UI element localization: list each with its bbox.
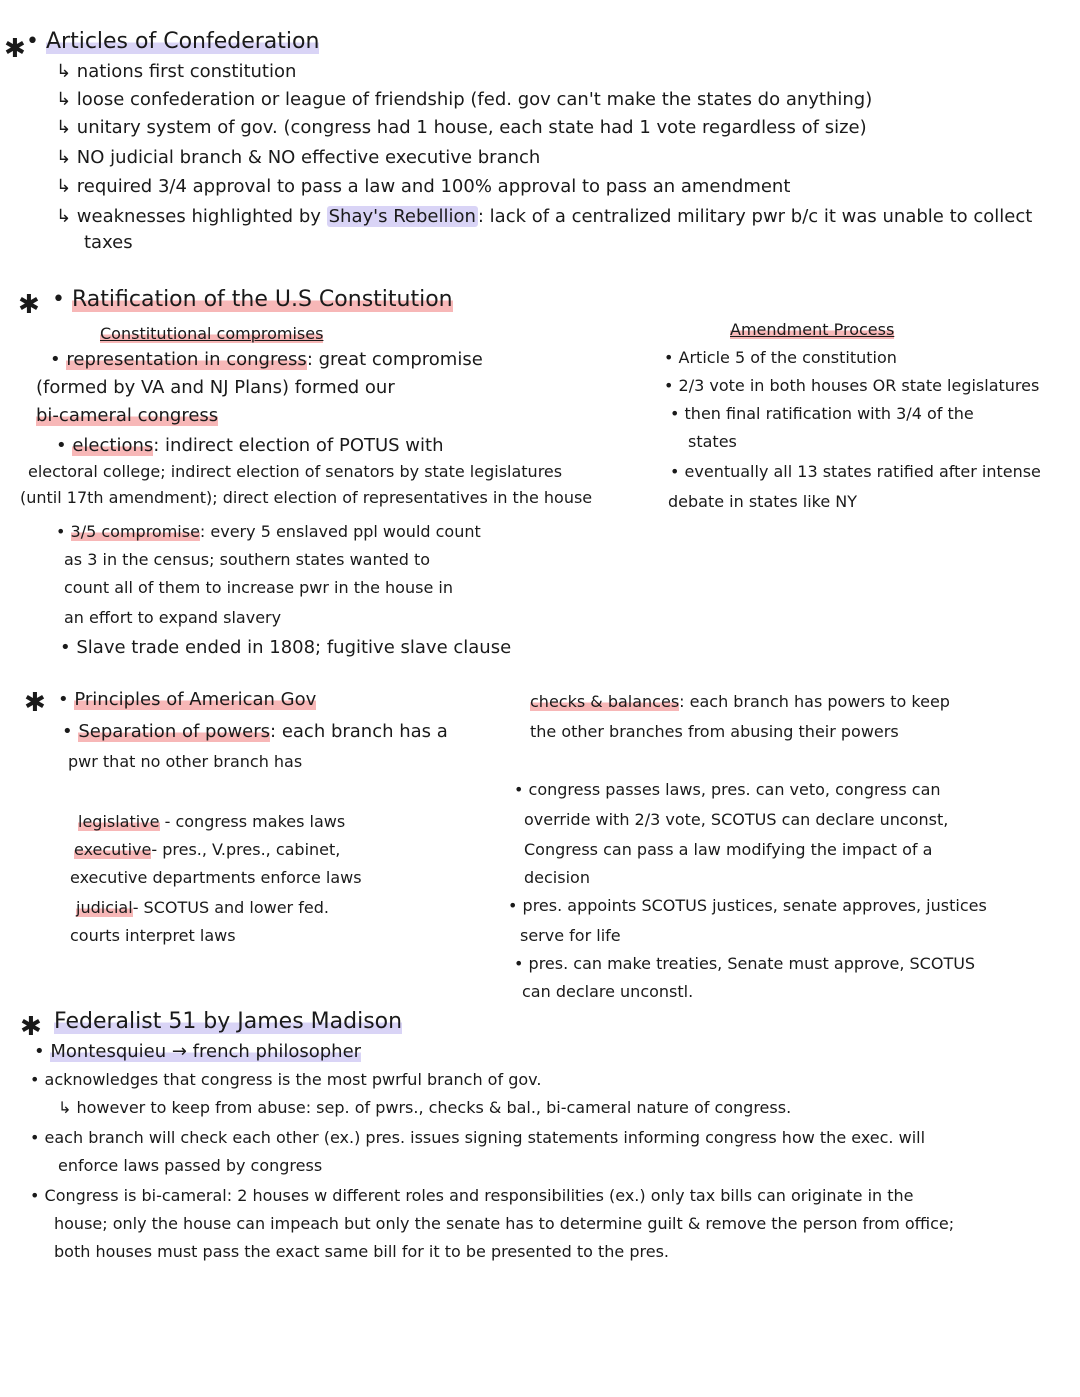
judicial-line-2: courts interpret laws	[70, 926, 236, 945]
judicial-line: judicial- SCOTUS and lower fed.	[76, 898, 329, 917]
checks-b2-2: serve for life	[520, 926, 621, 945]
checks-b3-2: can declare unconstl.	[522, 982, 694, 1001]
acknowledges-line: • acknowledges that congress is the most pwrful branch of gov.	[30, 1070, 542, 1089]
amendment-title: Amendment Process	[730, 320, 895, 339]
star-icon: ✱	[4, 34, 26, 64]
checks-b1-3: Congress can pass a law modifying the impact of a	[524, 840, 933, 859]
slave-trade-line: • Slave trade ended in 1808; fugitive slave clause	[60, 637, 512, 658]
articles-line-2: ↳ loose confederation or league of friendship (fed. gov can't make the states do anything)	[56, 89, 873, 110]
amendment-item-4: • eventually all 13 states ratified after intense	[670, 462, 1041, 481]
shays-rebellion: Shay's Rebellion	[328, 206, 476, 227]
three-fifths-line: • 3/5 compromise: every 5 enslaved ppl would count	[56, 522, 481, 541]
articles-line-5: ↳ required 3/4 approval to pass a law and 100% approval to pass an amendment	[56, 176, 791, 197]
however-line: ↳ however to keep from abuse: sep. of pwrs., checks & bal., bi-cameral nature of congress.	[58, 1098, 792, 1117]
congress-line-2: house; only the house can impeach but only the senate has to determine guilt & remove the person from office;	[54, 1214, 955, 1233]
congress-line: • Congress is bi-cameral: 2 houses w different roles and responsibilities (ex.) only tax bills can originate in the	[30, 1186, 914, 1205]
articles-line-1: ↳ nations first constitution	[56, 61, 297, 82]
checks-b1-4: decision	[524, 868, 590, 887]
rep-line-3: bi-cameral congress	[36, 405, 219, 426]
checks-title: checks & balances	[530, 692, 680, 711]
articles-heading: • Articles of Confederation	[26, 29, 320, 54]
elections-line: • elections: indirect election of POTUS with	[56, 435, 444, 456]
articles-line-6: ↳ weaknesses highlighted by Shay's Rebellion : lack of a centralized military pwr b/c it was unable to collect	[56, 206, 1033, 227]
amendment-item-3: • then final ratification with 3/4 of the	[670, 404, 974, 423]
elections-line-2: electoral college; indirect election of senators by state legislatures	[28, 462, 563, 481]
amendment-item-4-cont: debate in states like NY	[668, 492, 858, 511]
rep-line: • representation in congress: great compromise	[50, 349, 483, 370]
checks-b3-1: • pres. can make treaties, Senate must approve, SCOTUS	[514, 954, 976, 973]
compromises-subtitle: Constitutional compromises	[100, 324, 324, 343]
principles-heading: • Principles of American Gov	[58, 689, 317, 710]
separation-line-2: pwr that no other branch has	[68, 752, 303, 771]
star-icon: ✱	[20, 1012, 42, 1042]
ratification-title: Ratification of the U.S Constitution	[71, 287, 453, 312]
three-fifths-line-4: an effort to expand slavery	[64, 608, 282, 627]
star-icon: ✱	[18, 290, 40, 320]
checks-b1-1: • congress passes laws, pres. can veto, congress can	[514, 780, 941, 799]
rep-line-2: (formed by VA and NJ Plans) formed our	[36, 377, 395, 398]
montesquieu-line: • Montesquieu → french philosopher	[34, 1041, 362, 1062]
separation-line: • Separation of powers: each branch has a	[62, 721, 448, 742]
each-branch-line: • each branch will check each other (ex.) pres. issues signing statements informing congress how the exec. will	[30, 1128, 926, 1147]
articles-line-3: ↳ unitary system of gov. (congress had 1 house, each state had 1 vote regardless of size)	[56, 117, 867, 138]
checks-b1-2: override with 2/3 vote, SCOTUS can declare unconst,	[524, 810, 949, 829]
star-icon: ✱	[24, 688, 46, 718]
executive-line-2: executive departments enforce laws	[70, 868, 362, 887]
articles-line-6-cont: taxes	[84, 232, 133, 253]
principles-title: Principles of American Gov	[74, 689, 317, 710]
checks-line-2: the other branches from abusing their powers	[530, 722, 899, 741]
articles-line-4: ↳ NO judicial branch & NO effective executive branch	[56, 147, 541, 168]
federalist-title: Federalist 51 by James Madison	[54, 1009, 403, 1034]
executive-line: executive- pres., V.pres., cabinet,	[74, 840, 341, 859]
legislative-line: legislative - congress makes laws	[78, 812, 346, 831]
amendment-item-3-cont: states	[688, 432, 737, 451]
each-branch-line-2: enforce laws passed by congress	[58, 1156, 323, 1175]
checks-b2-1: • pres. appoints SCOTUS justices, senate approves, justices	[508, 896, 987, 915]
checks-line: checks & balances: each branch has powers to keep	[530, 692, 950, 711]
elections-line-3: (until 17th amendment); direct election of representatives in the house	[20, 488, 593, 507]
amendment-item-2: • 2/3 vote in both houses OR state legislatures	[664, 376, 1040, 395]
amendment-item-1: • Article 5 of the constitution	[664, 348, 897, 367]
ratification-heading: • Ratification of the U.S Constitution	[52, 287, 453, 312]
congress-line-3: both houses must pass the exact same bill for it to be presented to the pres.	[54, 1242, 669, 1261]
articles-title: Articles of Confederation	[45, 29, 320, 54]
three-fifths-line-3: count all of them to increase pwr in the house in	[64, 578, 453, 597]
three-fifths-line-2: as 3 in the census; southern states wanted to	[64, 550, 431, 569]
federalist-heading	[54, 1008, 402, 1036]
